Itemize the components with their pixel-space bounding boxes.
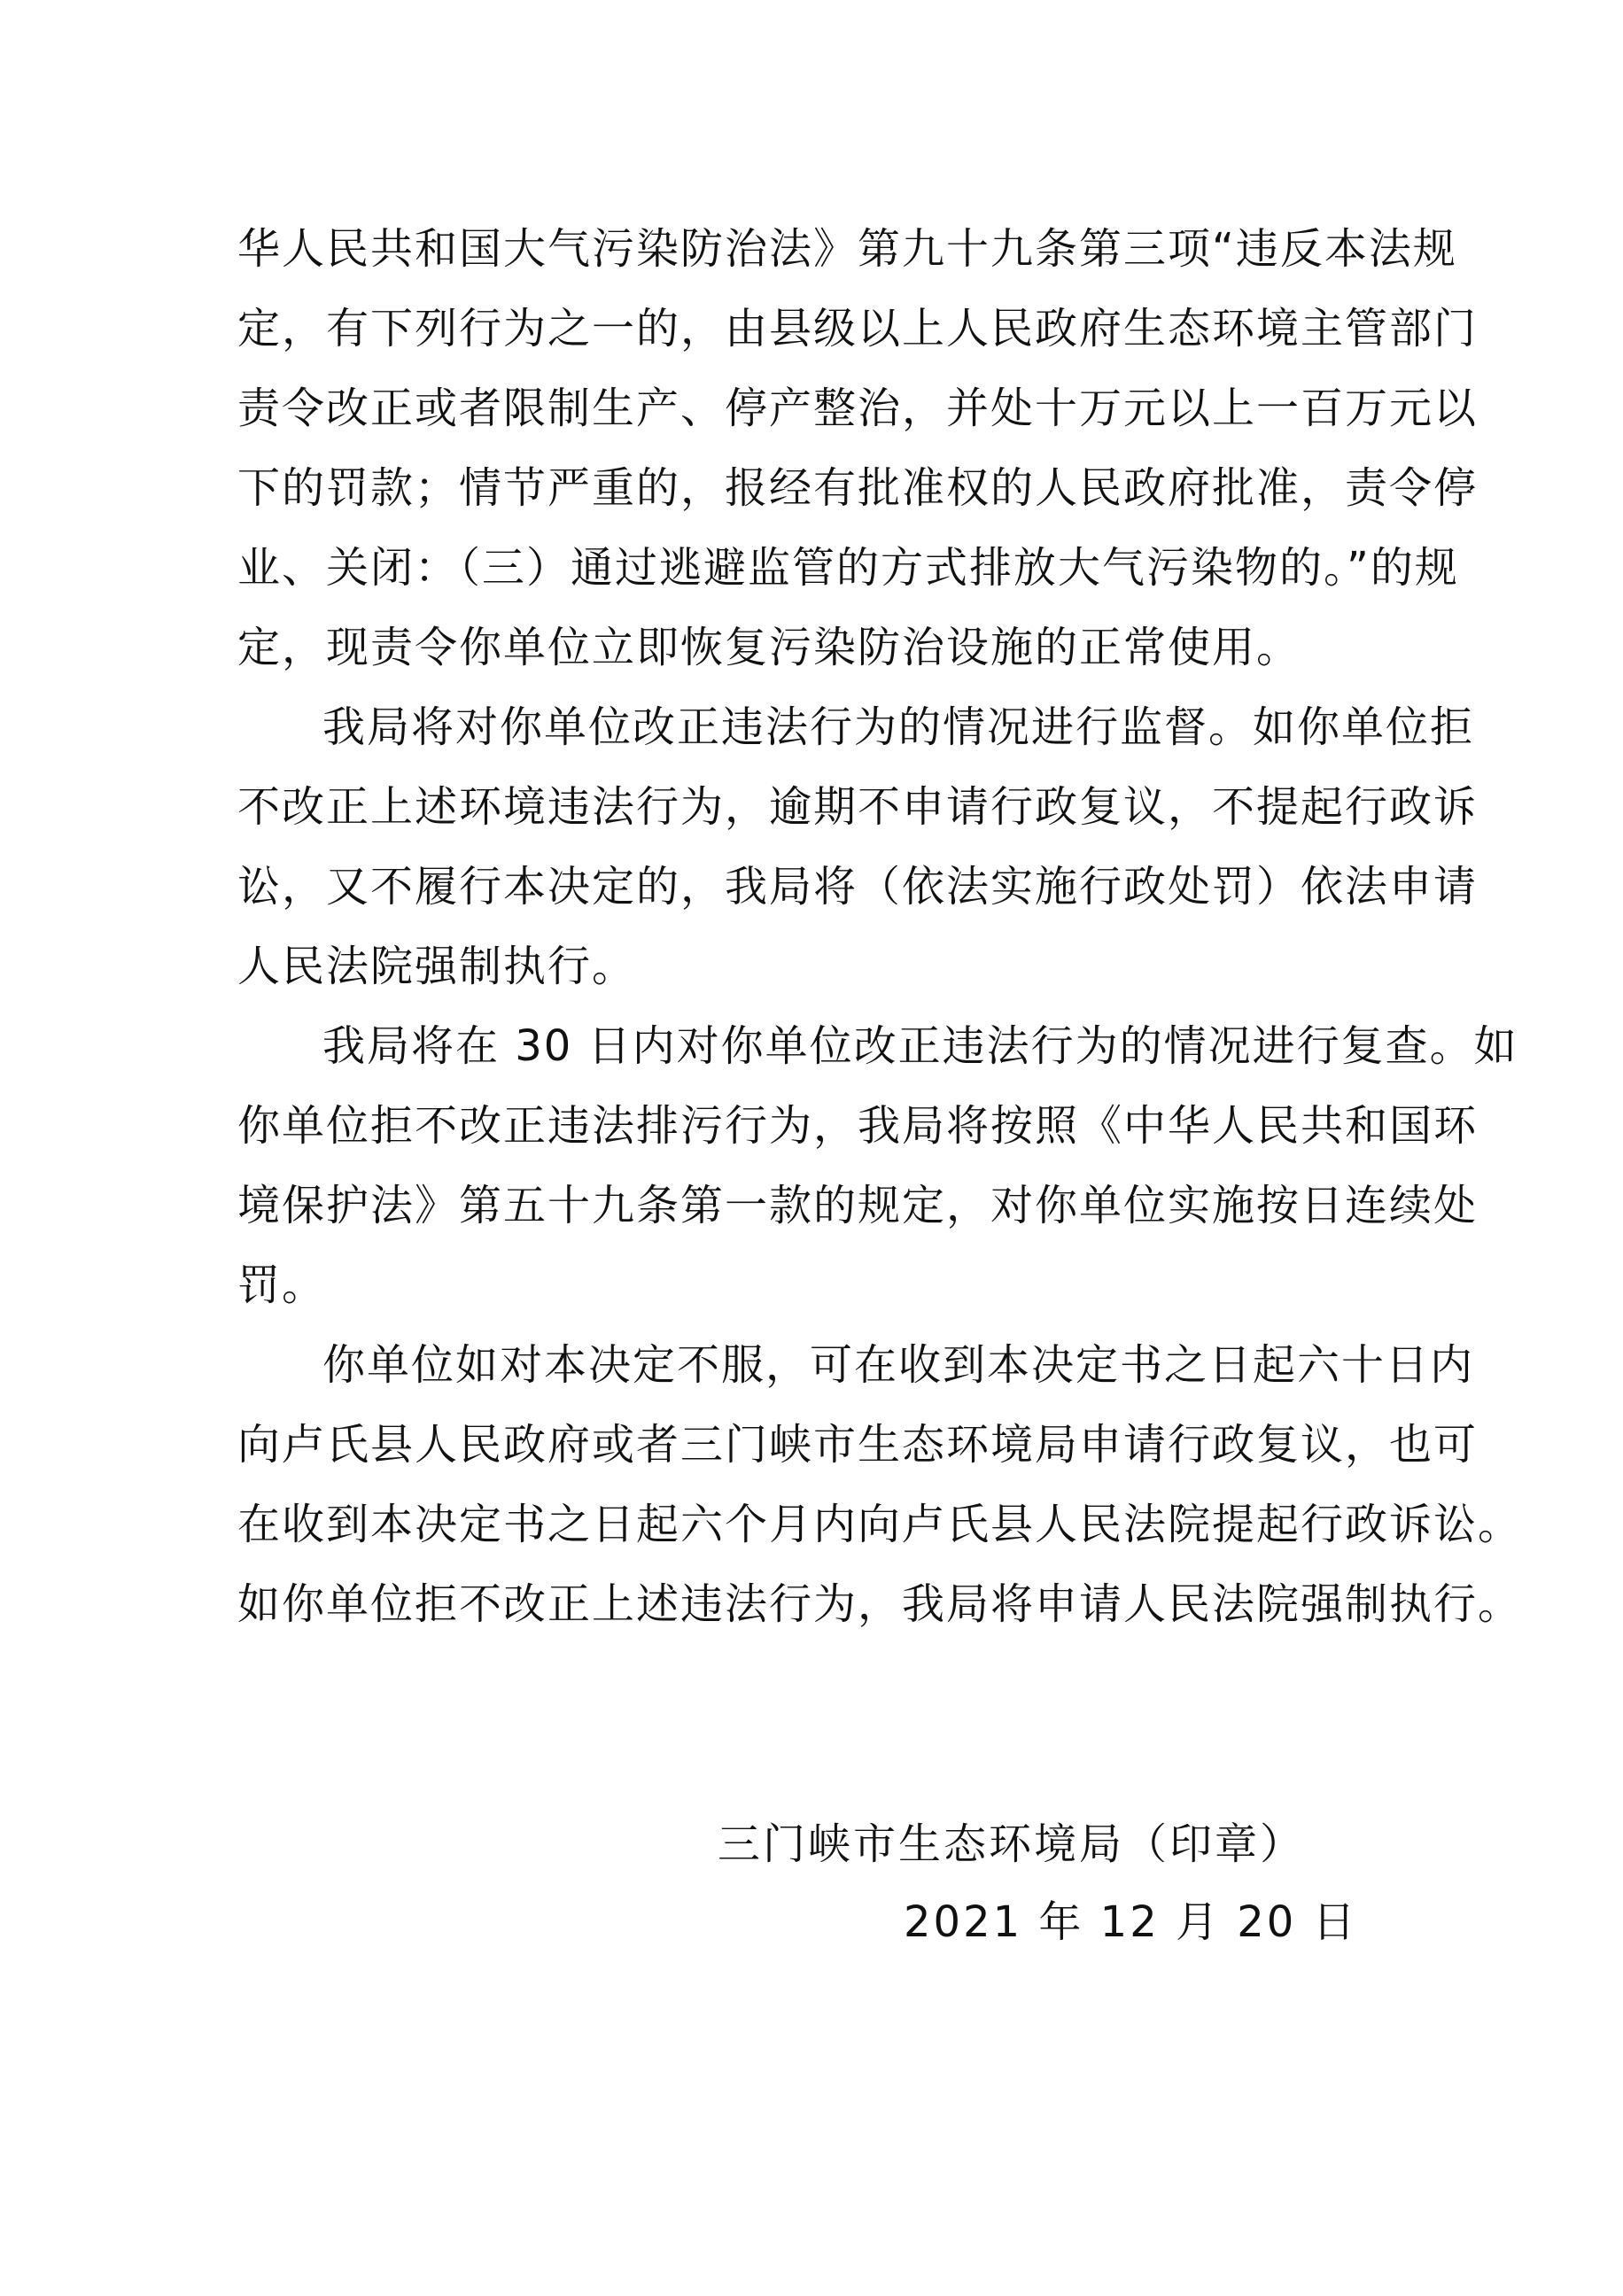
paragraph-4 [237,1325,1523,1644]
text-line: 你单位如对本决定不服，可在收到本决定书之日起六十日内 [322,1340,1475,1390]
text-line: 定，有下列行为之一的，由县级以上人民政府生态环境主管部门 [237,304,1479,353]
text-line: 我局将对你单位改正违法行为的情况进行监督。如你单位拒 [322,702,1475,752]
text-line: 定，现责令你单位立即恢复污染防治设施的正常使用。 [237,623,1301,672]
text-line: 境保护法》第五十九条第一款的规定，对你单位实施按日连续处 [237,1181,1479,1230]
paragraph-3 [237,1006,1518,1325]
text-line: 人民法院强制执行。 [237,942,637,991]
paragraph-2 [237,687,1495,1006]
document-body [237,209,1523,1644]
text-line: 不改正上述环境违法行为，逾期不申请行政复议，不提起行政诉 [237,782,1479,832]
paragraph-1 [237,209,1495,687]
issuer-signature: 三门峡市生态环境局（印章） [718,1819,1306,1869]
text-line: 责令改正或者限制生产、停产整治，并处十万元以上一百万元以 [237,384,1479,433]
text-line: 在收到本决定书之日起六个月内向卢氏县人民法院提起行政诉讼。 [237,1500,1523,1549]
text-line: 讼，又不履行本决定的，我局将（依法实施行政处罚）依法申请 [237,862,1479,911]
text-line: 业、关闭：（三）通过逃避监管的方式排放大气污染物的。”的规 [237,543,1459,593]
text-line: 下的罚款；情节严重的，报经有批准权的人民政府批准，责令停 [237,463,1479,513]
text-line: 罚。 [237,1260,327,1310]
issue-date: 2021 年 12 月 20 日 [904,1897,1358,1947]
text-line: 你单位拒不改正违法排污行为，我局将按照《中华人民共和国环 [237,1101,1479,1151]
text-line: 华人民共和国大气污染防治法》第九十九条第三项“违反本法规 [237,224,1457,274]
text-line: 如你单位拒不改正上述违法行为，我局将申请人民法院强制执行。 [237,1579,1523,1629]
text-line: 我局将在 30 日内对你单位改正违法行为的情况进行复查。如 [322,1021,1518,1071]
text-line: 向卢氏县人民政府或者三门峡市生态环境局申请行政复议，也可 [237,1420,1479,1470]
